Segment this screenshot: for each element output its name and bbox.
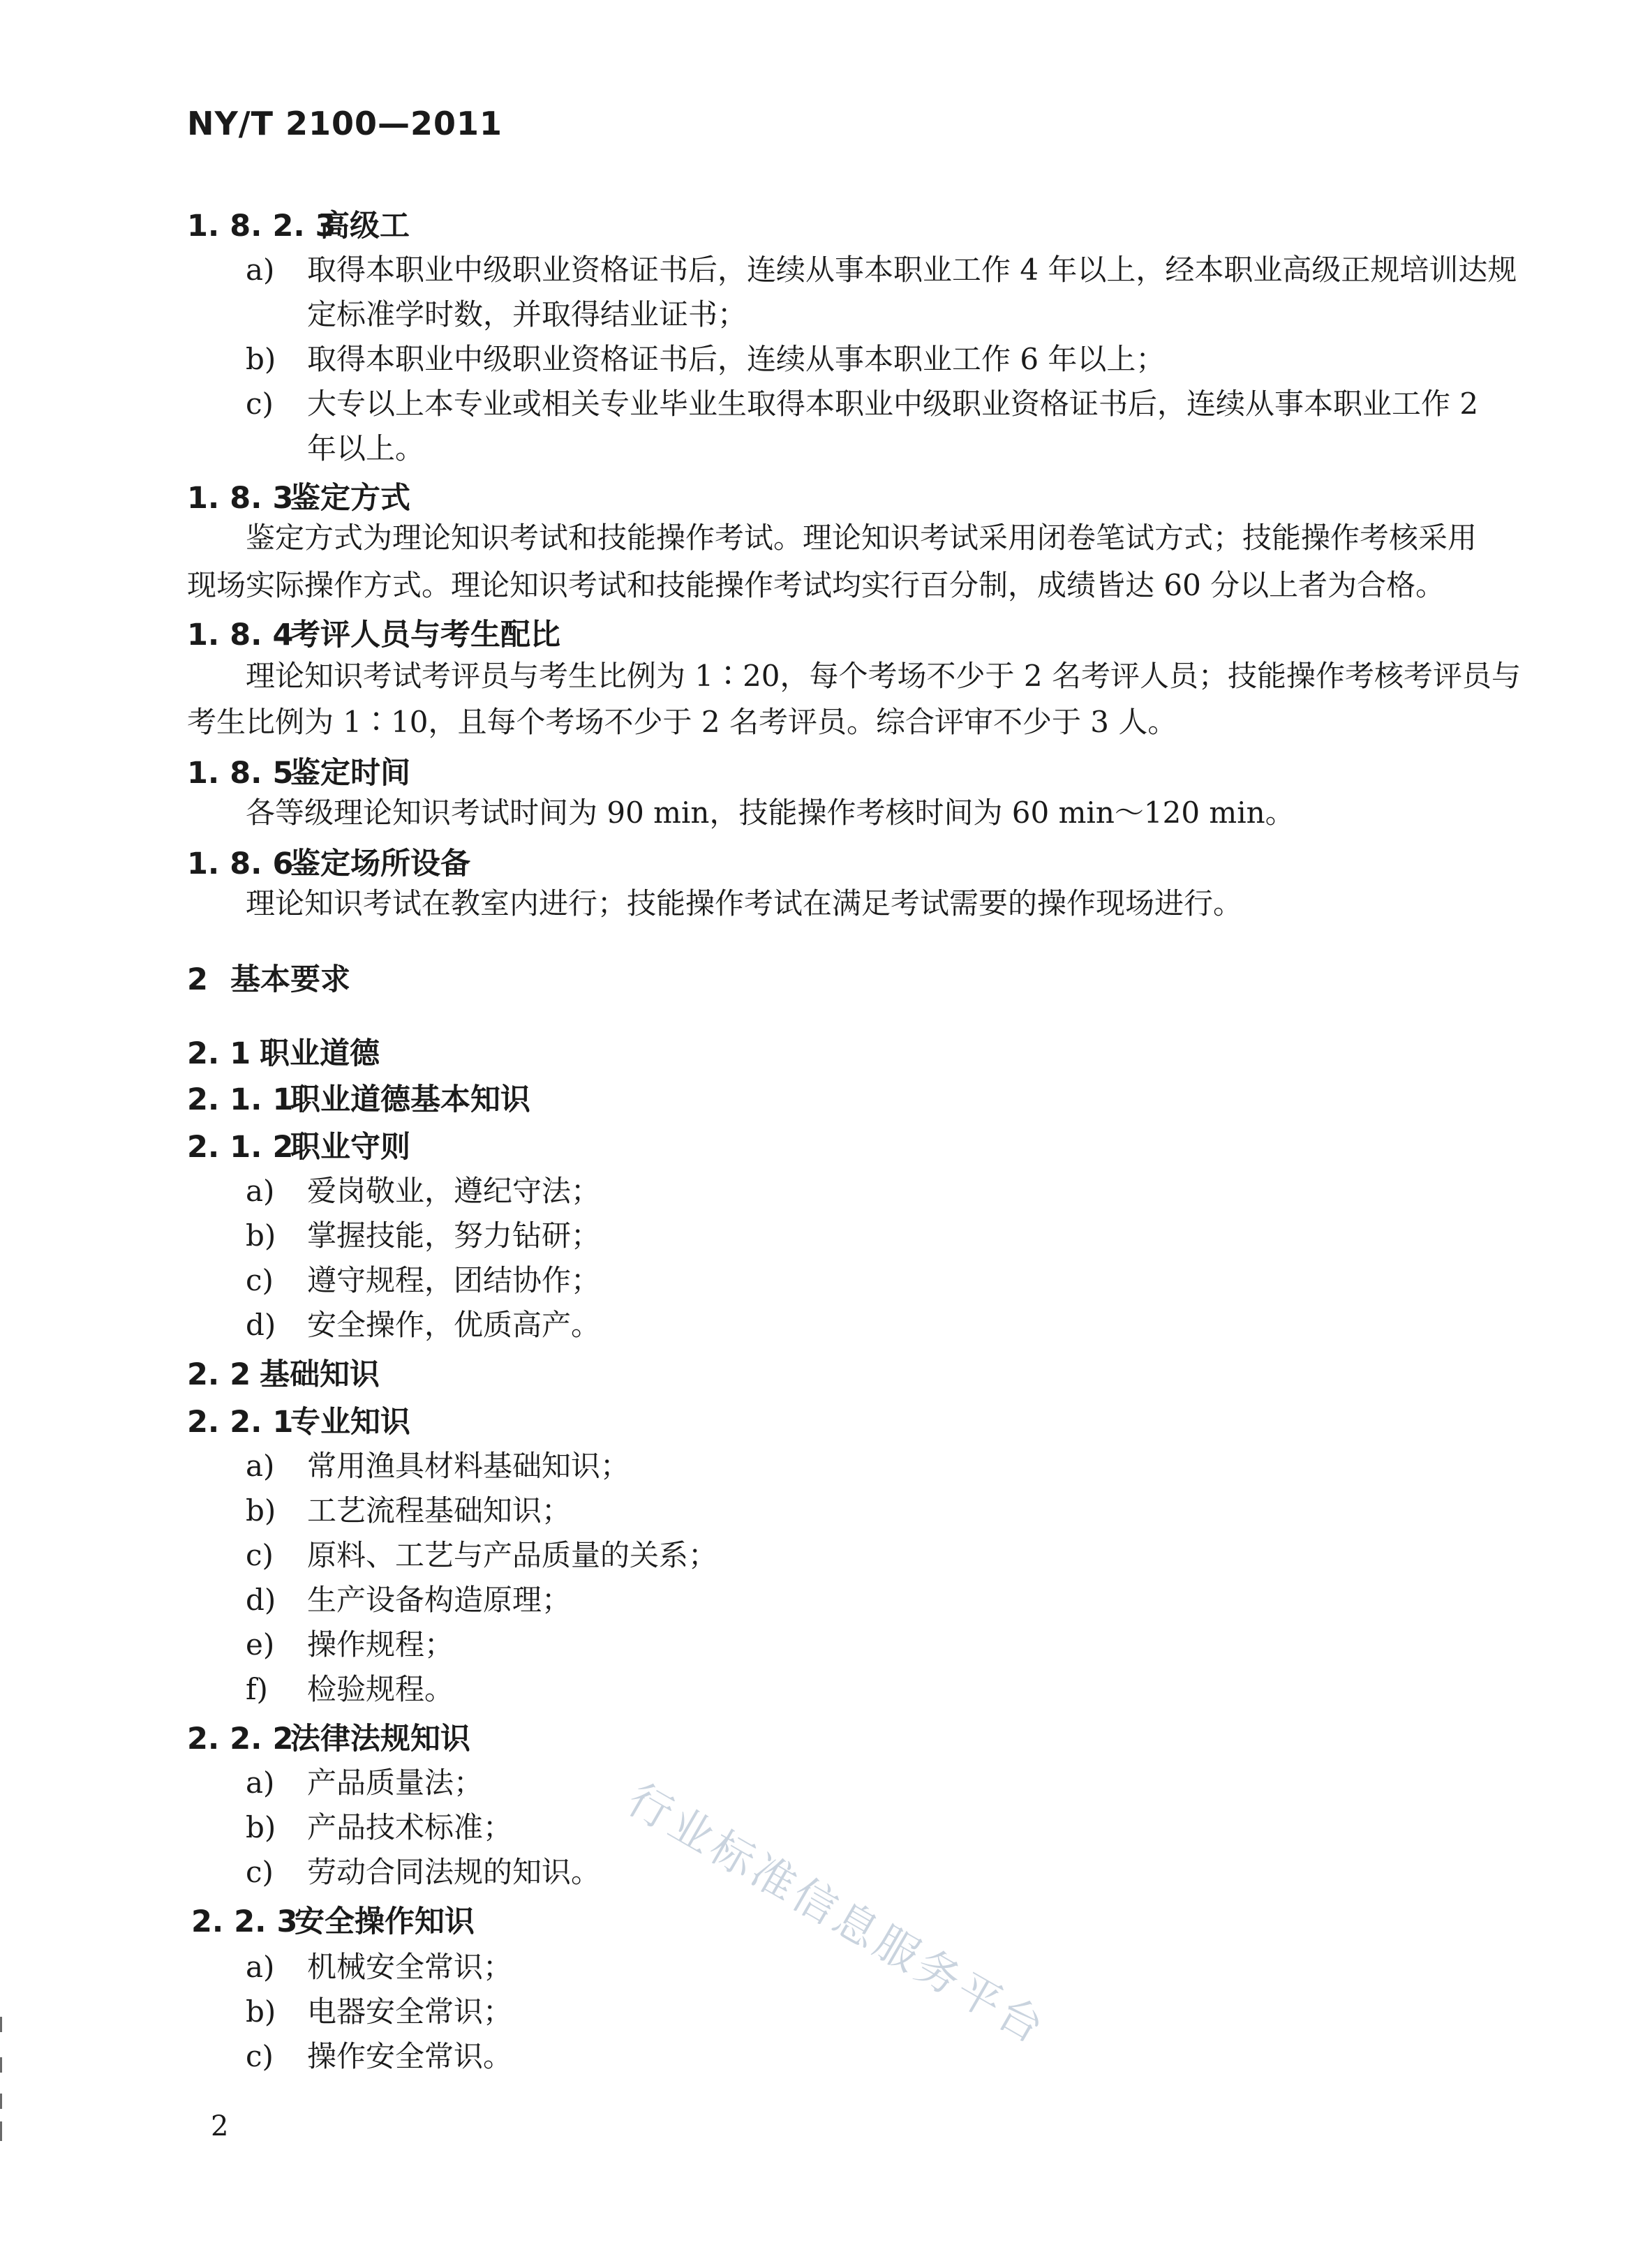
list-text: 操作规程；	[307, 1627, 454, 1662]
list-item	[246, 1168, 600, 1210]
heading-title: 鉴定方式	[290, 481, 410, 516]
paragraph-line: 理论知识考试考评员与考生比例为 1∶20，每个考场不少于 2 名考评人员；技能操作考核考评员与	[246, 659, 1521, 693]
heading-number: 1. 8. 4	[187, 618, 294, 652]
scan-artifact	[0, 2121, 2, 2141]
list-text: 操作安全常识。	[307, 2039, 513, 2073]
paragraph-line: 现场实际操作方式。理论知识考试和技能操作考试均实行百分制，成绩皆达 60 分以上者为合格。	[187, 568, 1445, 602]
standard-code: NY/T 2100—2011	[187, 105, 503, 142]
list-text: 安全操作，优质高产。	[307, 1308, 601, 1342]
heading-2-2-2	[187, 1715, 470, 1758]
heading-title: 职业道德	[260, 1036, 380, 1071]
paragraph-line: 鉴定方式为理论知识考试和技能操作考试。理论知识考试采用闭卷笔试方式；技能操作考核采用	[246, 521, 1478, 555]
list-marker: a)	[246, 1950, 275, 1984]
list-item	[246, 1989, 512, 2031]
list-text: 遵守规程，团结协作；	[307, 1263, 601, 1297]
heading-title: 鉴定时间	[290, 756, 410, 791]
list-item	[246, 2034, 512, 2075]
list-item	[246, 1488, 571, 1530]
heading-title: 职业道德基本知识	[290, 1082, 530, 1117]
list-text: 爱岗敬业，遵纪守法；	[307, 1174, 601, 1208]
heading-2-1	[187, 1030, 380, 1073]
list-item	[246, 247, 1517, 289]
list-item	[246, 1849, 600, 1891]
list-item	[246, 1666, 454, 1708]
list-text: 产品质量法；	[307, 1766, 484, 1800]
heading-1-8-6	[187, 840, 470, 883]
list-marker: a)	[246, 253, 275, 287]
heading-2-2-1	[187, 1398, 410, 1441]
heading-number: 2. 1. 1	[187, 1082, 294, 1117]
list-marker: b)	[246, 1810, 276, 1844]
list-item	[246, 1622, 454, 1664]
heading-number: 2. 2. 1	[187, 1405, 294, 1440]
heading-number: 2. 1	[187, 1036, 251, 1071]
scan-artifact	[0, 2017, 2, 2032]
list-text: 机械安全常识；	[307, 1950, 513, 1984]
heading-number: 1. 8. 3	[187, 481, 294, 516]
heading-1-8-3	[187, 475, 410, 517]
list-text: 电器安全常识；	[307, 1994, 513, 2029]
paragraph-line: 理论知识考试在教室内进行；技能操作考试在满足考试需要的操作现场进行。	[246, 886, 1243, 920]
heading-number: 2. 2	[187, 1357, 251, 1392]
list-text: 掌握技能，努力钻研；	[307, 1218, 601, 1253]
list-marker: b)	[246, 342, 276, 376]
list-marker: e)	[246, 1627, 275, 1662]
heading-title: 职业守则	[290, 1130, 410, 1165]
watermark: 行业标准信息服务平台	[619, 1773, 1056, 2055]
heading-number: 2. 2. 2	[187, 1722, 294, 1756]
heading-title: 鉴定场所设备	[290, 846, 470, 881]
scan-artifact	[0, 2094, 2, 2109]
list-text: 工艺流程基础知识；	[307, 1493, 572, 1528]
list-text: 生产设备构造原理；	[307, 1583, 572, 1617]
heading-2-2	[187, 1351, 380, 1394]
page-number: 2	[211, 2110, 229, 2142]
heading-2-1-2	[187, 1124, 410, 1166]
list-marker: c)	[246, 1855, 274, 1889]
list-text: 取得本职业中级职业资格证书后，连续从事本职业工作 6 年以上；	[307, 342, 1166, 376]
list-text: 产品技术标准；	[307, 1810, 513, 1844]
scan-artifact	[0, 2057, 2, 2073]
list-marker: a)	[246, 1174, 275, 1208]
list-item-continuation: 年以上。	[307, 431, 425, 465]
list-item	[246, 1944, 512, 1986]
list-text: 劳动合同法规的知识。	[307, 1855, 601, 1889]
list-marker: b)	[246, 1994, 276, 2029]
heading-1-8-4	[187, 611, 560, 654]
list-marker: c)	[246, 1538, 274, 1572]
list-item	[246, 336, 1165, 378]
heading-1-8-2-3	[187, 202, 410, 245]
heading-title: 高级工	[320, 209, 410, 244]
list-text: 原料、工艺与产品质量的关系；	[307, 1538, 718, 1572]
heading-number: 2. 1. 2	[187, 1130, 294, 1165]
heading-title: 基本要求	[230, 962, 350, 997]
heading-1-8-5	[187, 749, 410, 792]
list-marker: a)	[246, 1766, 275, 1800]
heading-number: 2	[187, 962, 208, 997]
list-marker: b)	[246, 1218, 276, 1253]
list-item	[246, 1213, 600, 1255]
heading-title: 基础知识	[260, 1357, 380, 1392]
list-item	[246, 1760, 483, 1802]
list-text: 大专以上本专业或相关专业毕业生取得本职业中级职业资格证书后，连续从事本职业工作 2	[307, 387, 1479, 421]
list-item	[246, 1805, 512, 1847]
list-item	[246, 1302, 600, 1344]
list-item-continuation: 定标准学时数，并取得结业证书；	[307, 297, 747, 331]
heading-number: 1. 8. 2. 3	[187, 209, 336, 244]
list-text: 取得本职业中级职业资格证书后，连续从事本职业工作 4 年以上，经本职业高级正规培训达规	[307, 253, 1517, 287]
heading-title: 考评人员与考生配比	[290, 618, 560, 652]
paragraph-line: 考生比例为 1∶10，且每个考场不少于 2 名考评员。综合评审不少于 3 人。	[187, 705, 1177, 739]
list-item	[246, 1532, 717, 1574]
heading-number: 1. 8. 6	[187, 846, 294, 881]
list-item	[246, 381, 1478, 423]
list-text: 检验规程。	[307, 1672, 454, 1706]
heading-number: 1. 8. 5	[187, 756, 294, 791]
list-marker: c)	[246, 387, 274, 421]
heading-title: 安全操作知识	[295, 1904, 475, 1939]
heading-title: 法律法规知识	[290, 1722, 470, 1756]
list-marker: d)	[246, 1583, 276, 1617]
heading-2-1-1	[187, 1076, 530, 1119]
heading-2-2-3	[191, 1898, 475, 1941]
list-item	[246, 1443, 630, 1485]
list-marker: f)	[246, 1672, 268, 1706]
list-marker: d)	[246, 1308, 276, 1342]
list-marker: c)	[246, 2039, 274, 2073]
list-marker: b)	[246, 1493, 276, 1528]
list-marker: c)	[246, 1263, 274, 1297]
heading-number: 2. 2. 3	[191, 1904, 298, 1939]
list-item	[246, 1577, 571, 1619]
list-item	[246, 1258, 600, 1299]
heading-2	[187, 956, 350, 999]
heading-title: 专业知识	[290, 1405, 410, 1440]
list-text: 常用渔具材料基础知识；	[307, 1449, 630, 1483]
paragraph-line: 各等级理论知识考试时间为 90 min，技能操作考核时间为 60 min～120 min。	[246, 796, 1295, 830]
list-marker: a)	[246, 1449, 275, 1483]
